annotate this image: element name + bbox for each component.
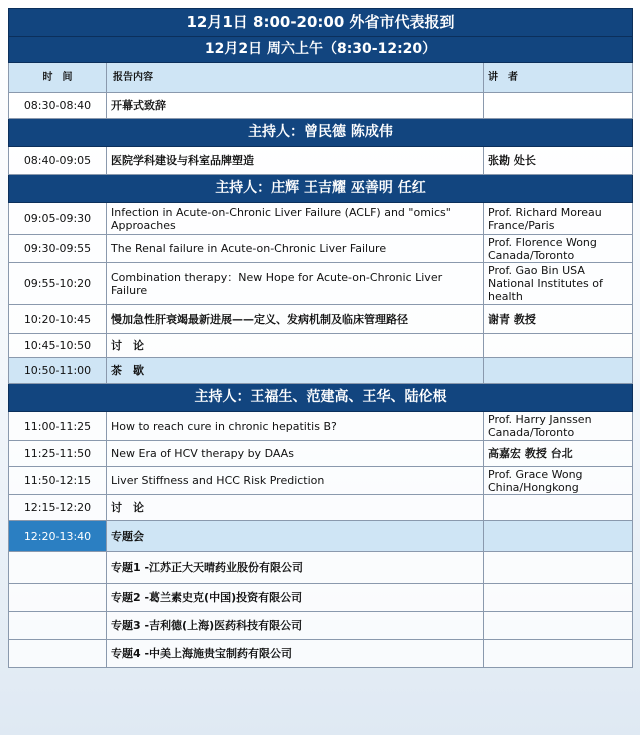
schedule-table: [8, 8, 633, 668]
session-speaker: 高嘉宏 教授 台北: [484, 441, 633, 467]
session-time: [9, 552, 107, 584]
session-topic: 讨 论: [107, 334, 484, 358]
session-speaker: [484, 640, 633, 668]
session-topic: 专题2 -葛兰素史克(中国)投资有限公司: [107, 584, 484, 612]
session-row: [9, 93, 633, 119]
session-topic: New Era of HCV therapy by DAAs: [107, 441, 484, 467]
session-speaker: Prof. Florence Wong Canada/Toronto: [484, 235, 633, 263]
day1-banner: 12月1日 8:00-20:00 外省市代表报到: [9, 9, 633, 37]
session-speaker: [484, 612, 633, 640]
schedule-body: [9, 9, 633, 668]
column-header-row: [9, 63, 633, 93]
session-row: [9, 612, 633, 640]
session-row: [9, 305, 633, 334]
break-row: [9, 358, 633, 384]
session-topic: 专题1 -江苏正大天晴药业股份有限公司: [107, 552, 484, 584]
session-row: [9, 334, 633, 358]
day1-banner-row: [9, 9, 633, 37]
session-time: 09:55-10:20: [9, 263, 107, 305]
session-speaker: Prof. Grace Wong China/Hongkong: [484, 467, 633, 495]
header-time: 时 间: [9, 63, 107, 93]
session-time: [9, 584, 107, 612]
session-time: 08:40-09:05: [9, 147, 107, 175]
session-topic: Liver Stiffness and HCC Risk Prediction: [107, 467, 484, 495]
header-topic: 报告内容: [107, 63, 484, 93]
session-row: [9, 263, 633, 305]
session-time: 11:00-11:25: [9, 412, 107, 441]
session-speaker: Prof. Gao Bin USA National Institutes of health: [484, 263, 633, 305]
session-speaker: [484, 521, 633, 552]
session-topic: 茶 歇: [107, 358, 484, 384]
session-row: [9, 147, 633, 175]
session-row: [9, 441, 633, 467]
session-topic: 讨 论: [107, 495, 484, 521]
session-speaker: Prof. Richard Moreau France/Paris: [484, 203, 633, 235]
chair-names: 主持人：王福生、范建高、王华、陆伦根: [9, 384, 633, 412]
day2-banner: 12月2日 周六上午（8:30-12:20）: [9, 37, 633, 63]
session-row: [9, 584, 633, 612]
header-speaker: 讲 者: [484, 63, 633, 93]
session-speaker: [484, 93, 633, 119]
session-speaker: [484, 552, 633, 584]
session-row: [9, 235, 633, 263]
chair-row: [9, 175, 633, 203]
session-topic: The Renal failure in Acute-on-Chronic Liver Failure: [107, 235, 484, 263]
session-topic: 慢加急性肝衰竭最新进展——定义、发病机制及临床管理路径: [107, 305, 484, 334]
session-time: 09:05-09:30: [9, 203, 107, 235]
session-time: 11:25-11:50: [9, 441, 107, 467]
chair-names: 主持人：曾民德 陈成伟: [9, 119, 633, 147]
session-topic: How to reach cure in chronic hepatitis B?: [107, 412, 484, 441]
session-time: 10:50-11:00: [9, 358, 107, 384]
session-row: [9, 552, 633, 584]
session-topic: Combination therapy：New Hope for Acute-on-Chronic Liver Failure: [107, 263, 484, 305]
session-topic: 专题会: [107, 521, 484, 552]
session-time: 11:50-12:15: [9, 467, 107, 495]
session-time: 12:20-13:40: [9, 521, 107, 552]
session-topic: 开幕式致辞: [107, 93, 484, 119]
session-speaker: [484, 584, 633, 612]
session-speaker: Prof. Harry Janssen Canada/Toronto: [484, 412, 633, 441]
session-time: 10:20-10:45: [9, 305, 107, 334]
chair-row: [9, 119, 633, 147]
session-row: [9, 412, 633, 441]
session-topic: 专题3 -吉利德(上海)医药科技有限公司: [107, 612, 484, 640]
chair-names: 主持人：庄辉 王吉耀 巫善明 任红: [9, 175, 633, 203]
chair-row: [9, 384, 633, 412]
session-speaker: 谢青 教授: [484, 305, 633, 334]
session-time: [9, 640, 107, 668]
session-row: [9, 495, 633, 521]
session-row: [9, 640, 633, 668]
session-topic: 专题4 -中美上海施贵宝制药有限公司: [107, 640, 484, 668]
symposium-row: [9, 521, 633, 552]
session-speaker: 张勘 处长: [484, 147, 633, 175]
session-time: 09:30-09:55: [9, 235, 107, 263]
session-speaker: [484, 495, 633, 521]
session-topic: 医院学科建设与科室品牌塑造: [107, 147, 484, 175]
session-row: [9, 203, 633, 235]
session-time: 12:15-12:20: [9, 495, 107, 521]
day2-banner-row: [9, 37, 633, 63]
session-speaker: [484, 358, 633, 384]
session-time: 08:30-08:40: [9, 93, 107, 119]
session-topic: Infection in Acute-on-Chronic Liver Failure (ACLF) and "omics" Approaches: [107, 203, 484, 235]
session-time: [9, 612, 107, 640]
session-time: 10:45-10:50: [9, 334, 107, 358]
session-row: [9, 467, 633, 495]
session-speaker: [484, 334, 633, 358]
